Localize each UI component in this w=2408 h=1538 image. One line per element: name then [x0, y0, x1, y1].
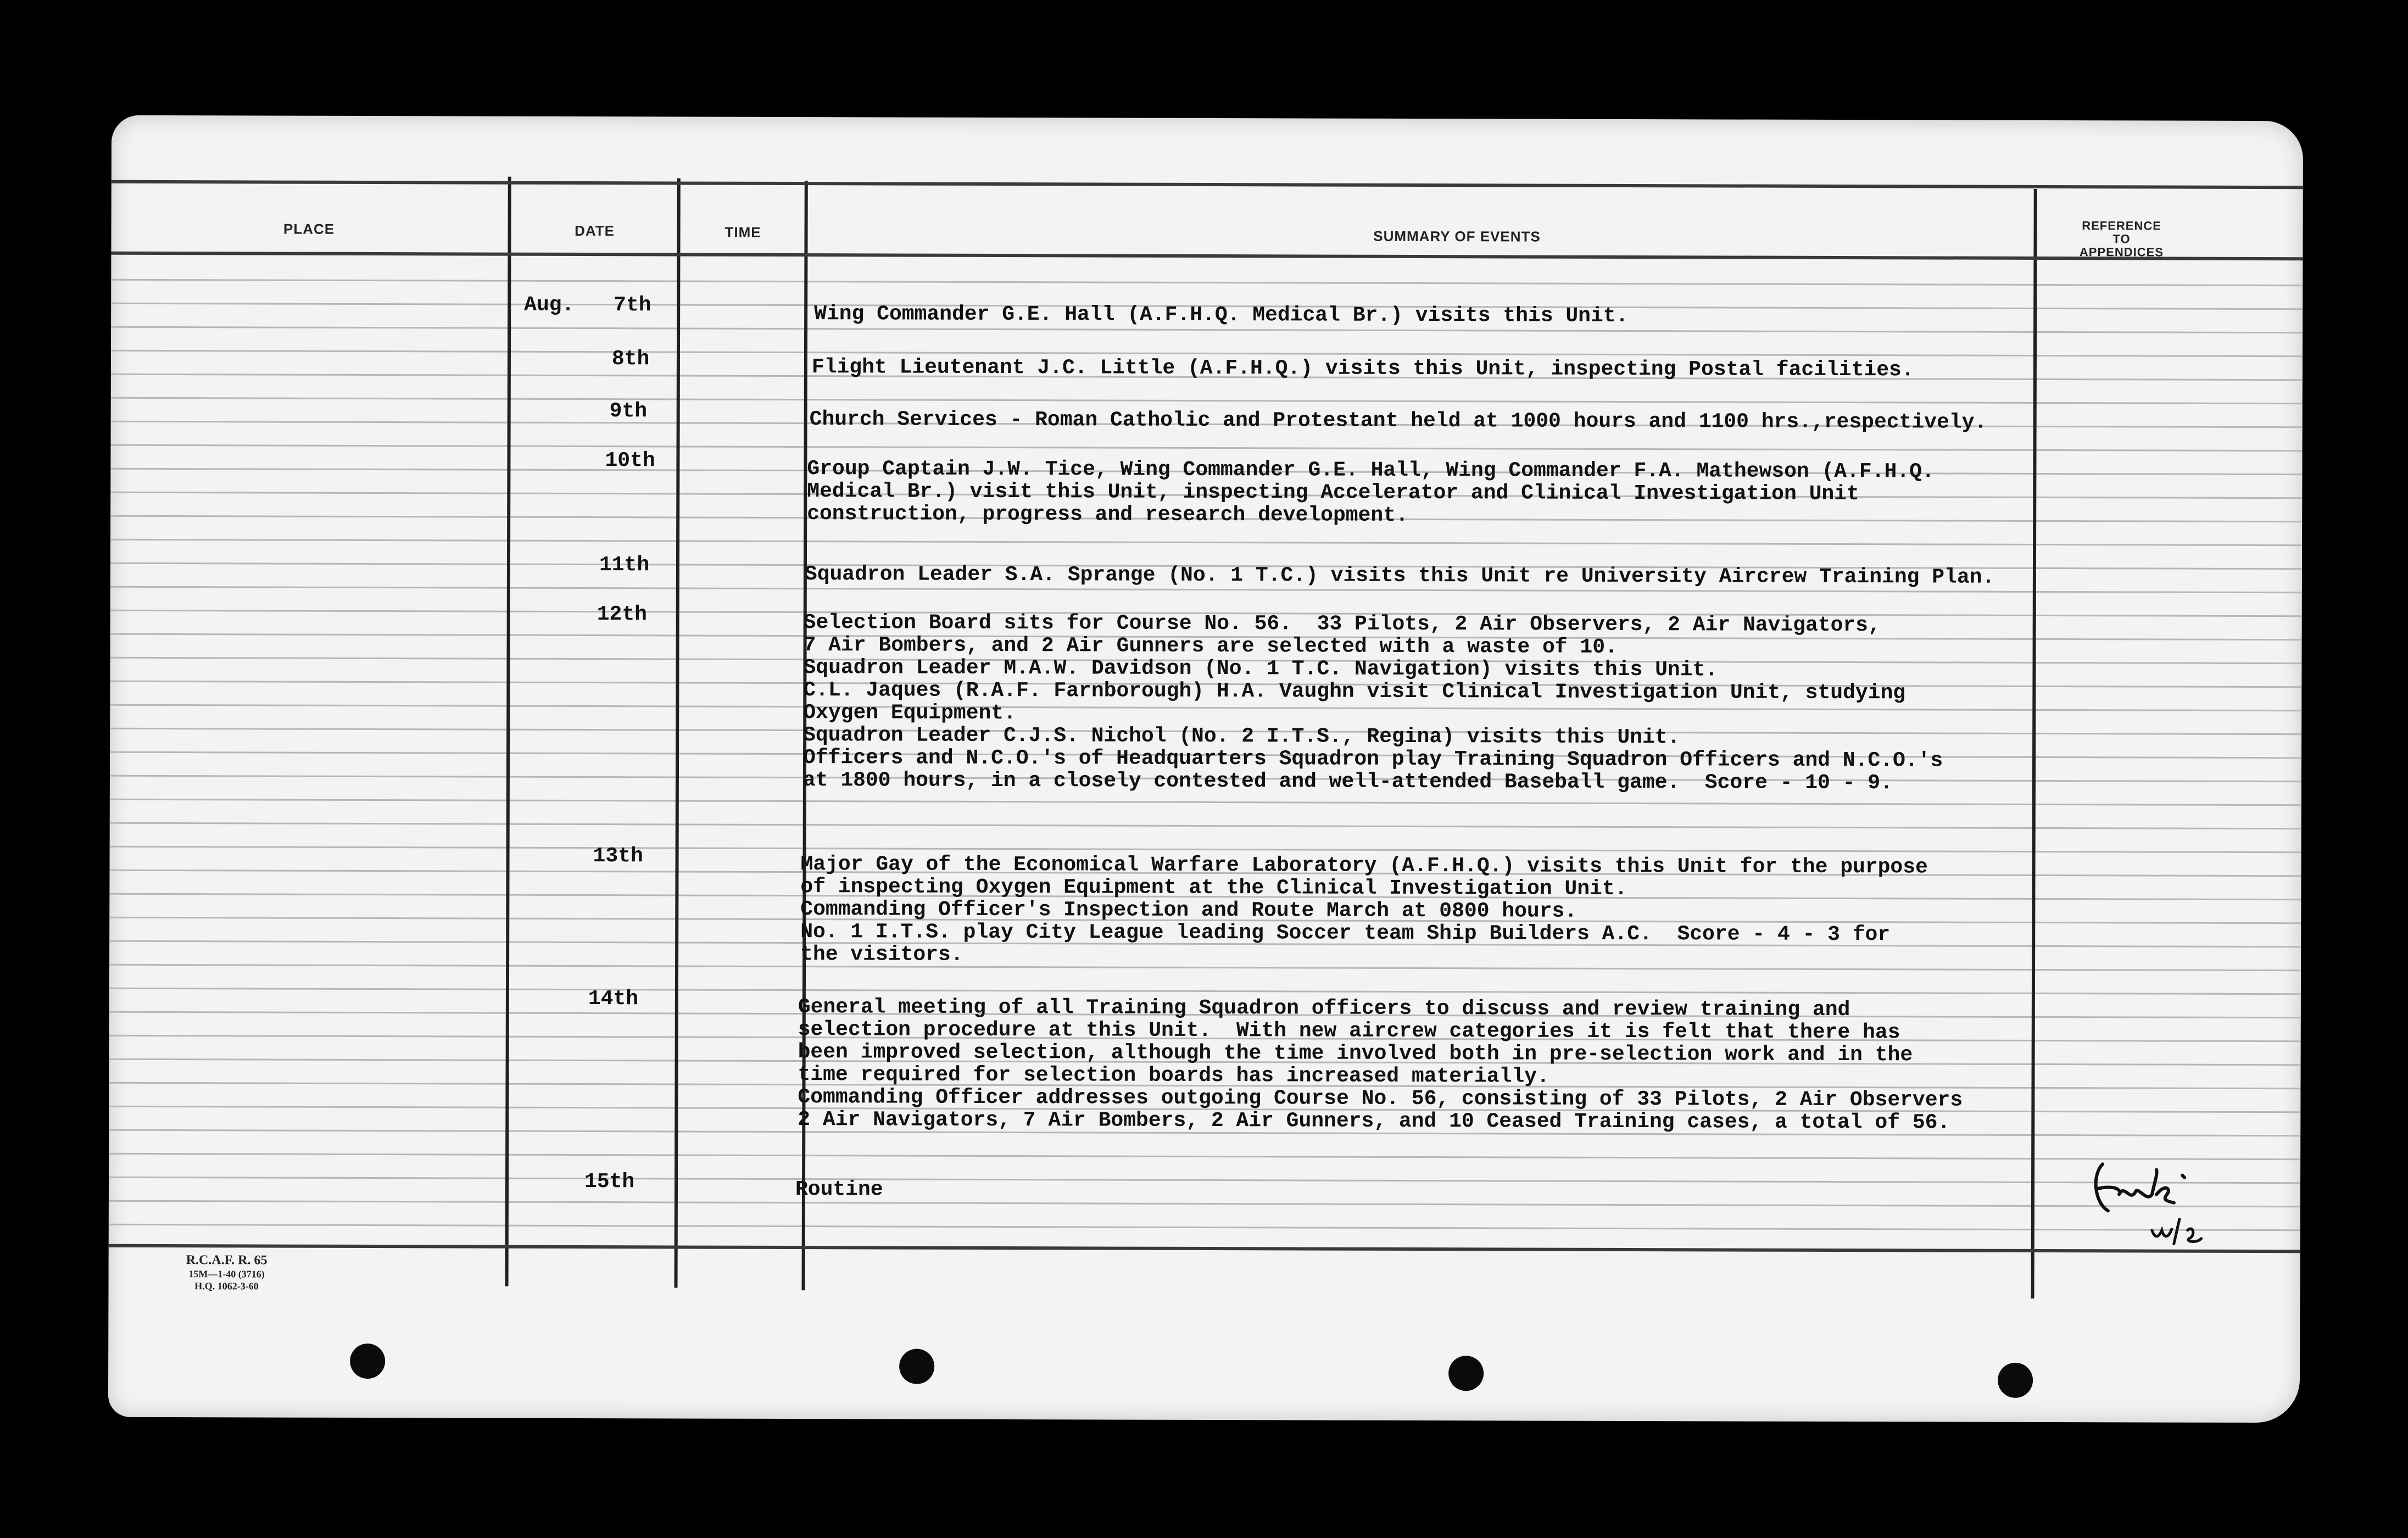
- form-hq-code: H.Q. 1062-3-60: [194, 1280, 259, 1292]
- punch-hole: [1998, 1363, 2033, 1398]
- entry-summary: [795, 1178, 883, 1201]
- summary-line: time required for selection boards has increased materially.: [798, 1063, 1549, 1089]
- entry-date: 8th: [611, 347, 650, 371]
- header-reference-to-appendices: [2039, 219, 2204, 259]
- entry-date: 14th: [588, 987, 639, 1011]
- footer-rule: [109, 1244, 2300, 1253]
- month-label: Aug.: [524, 293, 575, 317]
- ruled-line: [111, 279, 2303, 286]
- ruled-line: [110, 539, 2302, 546]
- header-summary-of-events: SUMMARY OF EVENTS: [1373, 227, 1541, 245]
- entry-date: 11th: [599, 553, 650, 577]
- header-date: DATE: [575, 222, 615, 239]
- summary-line: Squadron Leader C.J.S. Nichol (No. 2 I.T.S., Regina) visits this Unit.: [803, 723, 1680, 750]
- header-reference-line-2: TO: [2112, 232, 2131, 246]
- header-reference-line-3: APPENDICES: [2079, 245, 2164, 259]
- summary-line: General meeting of all Training Squadron officers to discuss and review training and: [798, 995, 1850, 1022]
- summary-line: 7 Air Bombers, and 2 Air Gunners are selected with a waste of 10.: [803, 633, 1618, 659]
- ruled-line: [109, 988, 2301, 995]
- summary-line: Selection Board sits for Course No. 56. 33 Pilots, 2 Air Observers, 2 Air Navigators,: [803, 611, 1881, 638]
- entry-date: 15th: [584, 1170, 635, 1194]
- header-time: TIME: [724, 224, 761, 241]
- ruled-line: [110, 799, 2301, 806]
- ruled-line: [111, 326, 2303, 333]
- summary-line: Group Captain J.W. Tice, Wing Commander G.E. Hall, Wing Commander F.A. Mathewson (A.F.H.Q.: [807, 457, 1935, 484]
- daily-diary-form-card: [108, 115, 2303, 1423]
- summary-line: Officers and N.C.O.'s of Headquarters Squadron play Training Squadron Officers and N.C.O.'s: [802, 746, 1943, 773]
- summary-line: Major Gay of the Economical Warfare Laboratory (A.F.H.Q.) visits this Unit for the purpose: [800, 852, 1928, 879]
- summary-line: Flight Lieutenant J.C. Little (A.F.H.Q.) visits this Unit, inspecting Postal facilities.: [811, 355, 1914, 382]
- ruled-line: [109, 1200, 2300, 1207]
- summary-line: Commanding Officer addresses outgoing Course No. 56, consisting of 33 Pilots, 2 Air Observers: [798, 1085, 1963, 1112]
- summary-line: 2 Air Navigators, 7 Air Bombers, 2 Air Gunners, and 10 Ceased Training cases, a total of 56.: [798, 1108, 1950, 1135]
- ruled-line: [110, 846, 2301, 853]
- entry-summary: [798, 996, 1963, 1134]
- entry-date: 12th: [597, 603, 648, 627]
- header-bottom-rule: [111, 252, 2303, 260]
- ruled-line: [111, 397, 2303, 404]
- summary-line: C.L. Jaques (R.A.F. Farnborough) H.A. Vaughn visit Clinical Investigation Unit, studying: [803, 678, 1906, 705]
- summary-line: Commanding Officer's Inspection and Route March at 0800 hours.: [800, 898, 1578, 923]
- ruled-line: [109, 1224, 2300, 1231]
- ruled-line: [110, 822, 2301, 829]
- entry-date: 10th: [605, 449, 655, 473]
- summary-line: No. 1 I.T.S. play City League leading Soccer team Ship Builders A.C. Score - 4 - 3 for: [800, 920, 1891, 947]
- summary-line: the visitors.: [800, 943, 963, 967]
- form-print-code: 15M—1-40 (3716): [188, 1268, 265, 1280]
- ruled-line: [109, 1177, 2300, 1184]
- entry-summary: [805, 563, 1994, 589]
- summary-line: construction, progress and research development.: [807, 502, 1408, 527]
- summary-line: Squadron Leader M.A.W. Davidson (No. 1 T.C. Navigation) visits this Unit.: [803, 656, 1718, 682]
- entry-summary: [812, 356, 1914, 381]
- ruled-line: [111, 444, 2303, 452]
- summary-line: Oxygen Equipment.: [803, 701, 1016, 726]
- header-reference-line-1: REFERENCE: [2082, 219, 2161, 233]
- summary-line: Medical Br.) visit this Unit, inspecting Accelerator and Clinical Investigation Unit: [807, 480, 1859, 506]
- handwritten-initials: [2086, 1142, 2229, 1252]
- summary-line: been improved selection, although the time involved both in pre-selection work and in the: [798, 1040, 1913, 1067]
- summary-line: Routine: [795, 1178, 883, 1202]
- entry-summary: [807, 458, 1935, 528]
- punch-hole: [350, 1344, 385, 1379]
- ruled-line: [109, 1153, 2300, 1160]
- punch-hole: [1448, 1356, 1484, 1391]
- entry-summary: [800, 853, 1928, 968]
- form-number-block: [155, 1252, 298, 1292]
- entry-date: 13th: [593, 844, 643, 868]
- summary-line: of inspecting Oxygen Equipment at the Clinical Investigation Unit.: [800, 875, 1627, 901]
- summary-line: selection procedure at this Unit. With new aircrew categories it is felt that there has: [798, 1018, 1900, 1045]
- entry-summary: [814, 303, 1628, 327]
- punch-hole: [899, 1349, 934, 1384]
- entry-summary: [810, 408, 1987, 434]
- entry-date: 7th: [614, 293, 651, 317]
- summary-line: Wing Commander G.E. Hall (A.F.H.Q. Medical Br.) visits this Unit.: [814, 302, 1629, 328]
- column-divider-date-time: [675, 178, 681, 1288]
- ruled-lines: [112, 115, 2303, 121]
- column-divider-place-date: [505, 177, 511, 1286]
- entry-summary: [803, 611, 1943, 794]
- header-top-rule: [112, 180, 2303, 189]
- entry-date: 9th: [609, 399, 648, 423]
- summary-line: Squadron Leader S.A. Sprange (No. 1 T.C.) visits this Unit re University Aircrew Training Plan.: [804, 562, 1995, 589]
- form-number: R.C.A.F. R. 65: [186, 1253, 267, 1268]
- header-place: PLACE: [283, 220, 335, 237]
- summary-line: at 1800 hours, in a closely contested and well-attended Baseball game. Score - 10 - 9.: [802, 768, 1893, 795]
- summary-line: Church Services - Roman Catholic and Protestant held at 1000 hours and 1100 hrs.,respectively.: [809, 408, 1987, 434]
